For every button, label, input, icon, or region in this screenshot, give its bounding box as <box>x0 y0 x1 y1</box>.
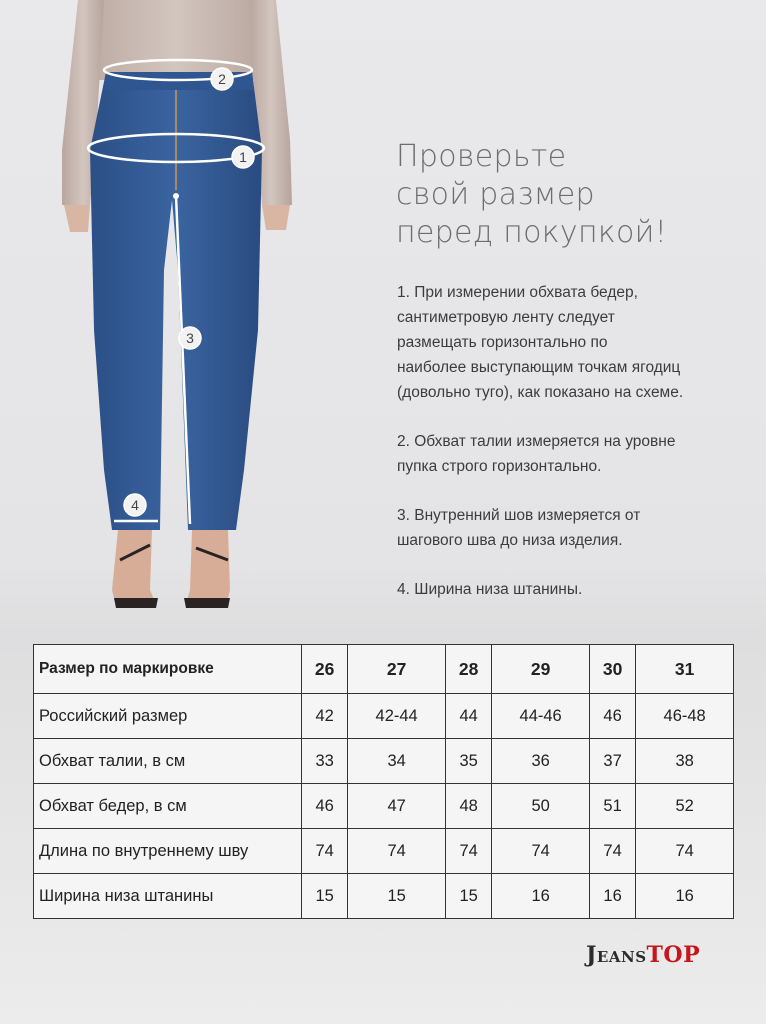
row-label: Ширина низа штанины <box>34 874 302 919</box>
note-line: сантиметровую ленту следует <box>397 309 615 326</box>
table-cell: 47 <box>348 784 446 829</box>
table-cell: 46-48 <box>636 694 734 739</box>
svg-text:3: 3 <box>186 330 194 346</box>
note-line: пупка строго горизонтально. <box>397 458 602 475</box>
table-cell: 16 <box>589 874 635 919</box>
table-cell: 50 <box>492 784 590 829</box>
table-cell: 42 <box>302 694 348 739</box>
logo-part-top: TOP <box>646 942 701 968</box>
note-line: шагового шва до низа изделия. <box>397 532 623 549</box>
measurement-notes <box>397 280 737 626</box>
table-cell: 44 <box>445 694 491 739</box>
note-line: размещать горизонтально по <box>397 334 608 351</box>
header-cell: 29 <box>492 645 590 694</box>
row-label: Российский размер <box>34 694 302 739</box>
marker-2 <box>211 68 233 90</box>
left-foot <box>112 530 156 606</box>
header-cell: 28 <box>445 645 491 694</box>
marker-3 <box>179 327 201 349</box>
table-cell: 74 <box>302 829 348 874</box>
table-cell: 15 <box>302 874 348 919</box>
table-cell: 48 <box>445 784 491 829</box>
page-heading <box>396 138 746 252</box>
left-hand <box>64 205 90 232</box>
table-cell: 44-46 <box>492 694 590 739</box>
logo-part-jeans: Jeans <box>586 942 647 968</box>
header-label: Размер по маркировке <box>34 645 302 694</box>
row-label: Обхват бедер, в см <box>34 784 302 829</box>
svg-text:4: 4 <box>131 497 139 513</box>
table-row <box>34 694 734 739</box>
header-cell: 30 <box>589 645 635 694</box>
table-cell: 42-44 <box>348 694 446 739</box>
note-leg-opening <box>397 577 737 602</box>
jeans-illustration <box>0 0 360 630</box>
table-cell: 51 <box>589 784 635 829</box>
marker-1 <box>232 146 254 168</box>
table-cell: 35 <box>445 739 491 784</box>
table-cell: 15 <box>348 874 446 919</box>
table-row <box>34 874 734 919</box>
note-inseam <box>397 503 737 553</box>
note-hips <box>397 280 737 405</box>
header-cell: 31 <box>636 645 734 694</box>
table-cell: 46 <box>589 694 635 739</box>
table-header-row <box>34 645 734 694</box>
header-cell: 26 <box>302 645 348 694</box>
table-row <box>34 739 734 784</box>
row-label: Обхват талии, в см <box>34 739 302 784</box>
right-foot <box>186 530 230 606</box>
table-cell: 46 <box>302 784 348 829</box>
heading-line: перед покупкой! <box>396 215 668 250</box>
note-waist <box>397 429 737 479</box>
table-cell: 74 <box>492 829 590 874</box>
note-line: 2. Обхват талии измеряется на уровне <box>397 433 676 450</box>
table-row <box>34 829 734 874</box>
row-label: Длина по внутреннему шву <box>34 829 302 874</box>
jeans-model-figure <box>0 0 360 630</box>
table-row <box>34 784 734 829</box>
heading-line: Проверьте <box>396 139 567 174</box>
note-line: 1. При измерении обхвата бедер, <box>397 284 638 301</box>
note-line: 4. Ширина низа штанины. <box>397 581 583 598</box>
table-cell: 16 <box>636 874 734 919</box>
table-cell: 74 <box>348 829 446 874</box>
marker-4 <box>124 494 146 516</box>
table-cell: 33 <box>302 739 348 784</box>
brand-logo <box>586 942 700 968</box>
note-line: (довольно туго), как показано на схеме. <box>397 384 684 401</box>
header-cell: 27 <box>348 645 446 694</box>
inseam-start-dot <box>173 193 179 199</box>
right-sandal <box>184 598 230 608</box>
table-cell: 34 <box>348 739 446 784</box>
table-cell: 38 <box>636 739 734 784</box>
svg-text:1: 1 <box>239 149 247 165</box>
left-sandal <box>114 598 158 608</box>
table-cell: 74 <box>589 829 635 874</box>
svg-text:2: 2 <box>218 71 226 87</box>
table-cell: 52 <box>636 784 734 829</box>
table-cell: 74 <box>636 829 734 874</box>
table-cell: 74 <box>445 829 491 874</box>
table-cell: 37 <box>589 739 635 784</box>
table-cell: 15 <box>445 874 491 919</box>
right-hand <box>262 205 290 230</box>
note-line: наиболее выступающим точкам ягодиц <box>397 359 681 376</box>
note-line: 3. Внутренний шов измеряется от <box>397 507 641 524</box>
size-table <box>33 644 734 919</box>
table-cell: 36 <box>492 739 590 784</box>
heading-line: свой размер <box>396 177 595 212</box>
table-cell: 16 <box>492 874 590 919</box>
